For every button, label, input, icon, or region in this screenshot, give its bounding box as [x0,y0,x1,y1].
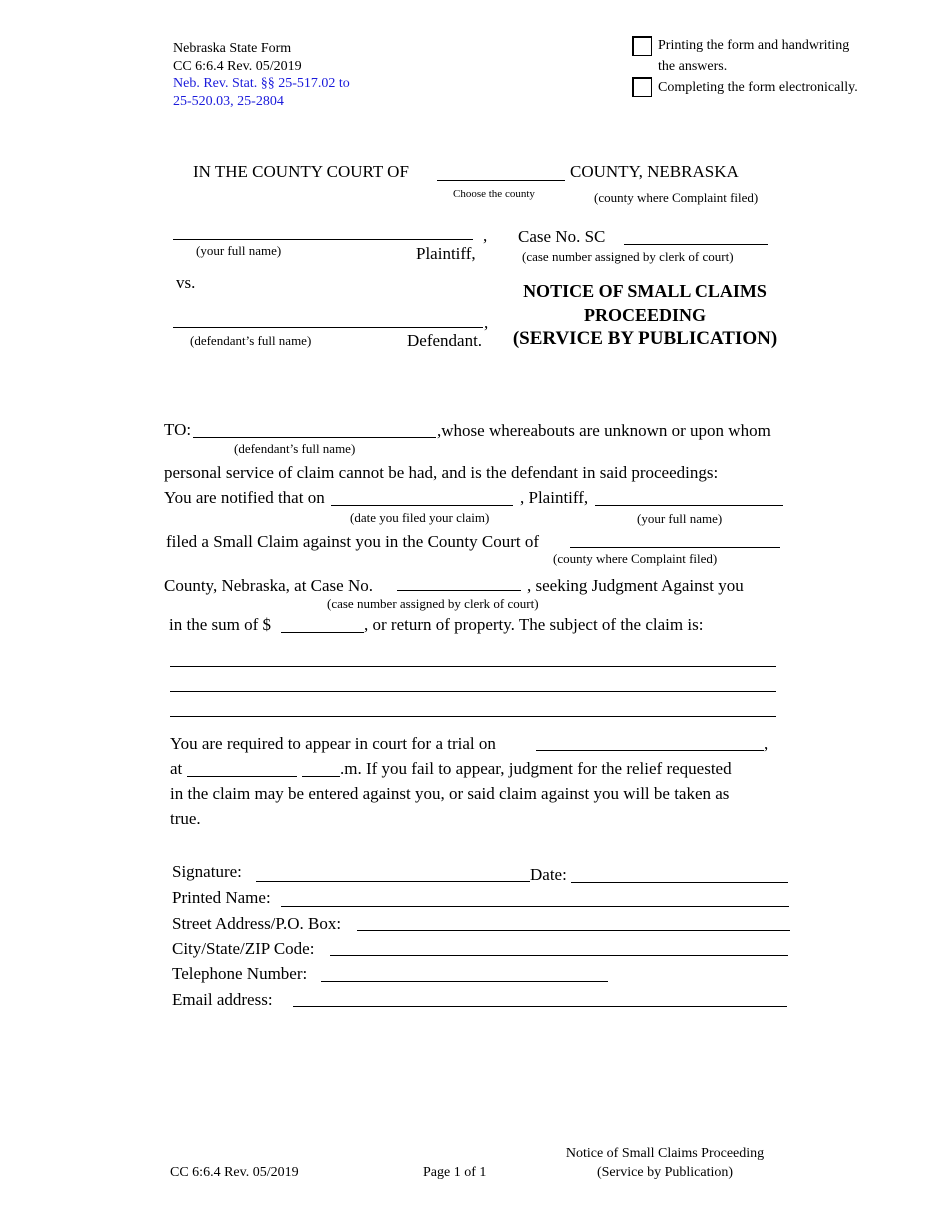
complete-electronically-label: Completing the form electronically. [658,80,858,95]
footer-form-number: CC 6:6.4 Rev. 05/2019 [170,1165,299,1180]
print-handwrite-checkbox[interactable] [632,36,652,56]
footer-page-number: Page 1 of 1 [423,1165,487,1180]
printed-name-field[interactable] [281,906,789,907]
signature-date-field[interactable] [571,882,788,883]
notified-prefix: You are notified that on [164,488,325,507]
claim-subject-line-1[interactable] [170,666,776,667]
defendant-comma: , [484,313,489,332]
date-label: Date: [530,865,567,884]
consequence-line3: true. [170,809,201,828]
county-select-hint: Choose the county [453,188,535,200]
signature-label: Signature: [172,862,242,881]
versus-label: vs. [176,273,196,292]
to-defendant-field[interactable] [193,437,436,438]
court-county-caption: (county where Complaint filed) [553,551,718,566]
footer-doc-title-line2: (Service by Publication) [596,1165,734,1180]
trial-ampm-field[interactable] [302,776,340,777]
case-number-caption: (case number assigned by clerk of court) [522,249,734,264]
plaintiff-comma: , [483,226,488,245]
notified-plaintiff-name-caption: (your full name) [637,511,723,526]
plaintiff-name-caption: (your full name) [196,243,282,258]
county-caption: (county where Complaint filed) [594,190,759,205]
form-number: CC 6:6.4 Rev. 05/2019 [173,59,302,74]
case-number-label: Case No. SC [518,227,606,246]
document-title-line1: NOTICE OF SMALL CLAIMS [523,281,767,301]
defendant-label: Defendant. [407,331,483,350]
court-county-field[interactable] [570,547,780,548]
notice-line2: personal service of claim cannot be had, and is the defendant in said proceedings: [164,463,719,482]
case-number-field[interactable] [624,244,768,245]
claim-subject-line-3[interactable] [170,716,776,717]
seeking-text: , seeking Judgment Against you [527,576,744,595]
telephone-label: Telephone Number: [172,964,308,983]
print-handwrite-label-line2: the answers. [658,59,728,74]
trial-time-field[interactable] [187,776,297,777]
statute-reference-line2: 25-520.03, 25-2804 [173,94,284,109]
form-name: Nebraska State Form [173,41,292,56]
county-case-prefix: County, Nebraska, at Case No. [164,576,373,595]
address-label: Street Address/P.O. Box: [172,914,342,933]
city-state-zip-label: City/State/ZIP Code: [172,939,315,958]
telephone-field[interactable] [321,981,608,982]
to-suffix: ,whose whereabouts are unknown or upon whom [437,421,771,440]
defendant-name-field[interactable] [173,327,483,328]
to-label: TO: [164,420,192,439]
trial-date-field[interactable] [536,750,764,751]
notice-case-number-caption: (case number assigned by clerk of court) [327,596,539,611]
email-label: Email address: [172,990,273,1009]
at-label: at [170,759,183,778]
claim-subject-line-2[interactable] [170,691,776,692]
consequence-line2: in the claim may be entered against you, or said claim against you will be taken as [170,784,730,803]
appear-text: You are required to appear in court for a trial on [170,734,496,753]
city-state-zip-field[interactable] [330,955,788,956]
filed-date-caption: (date you filed your claim) [350,510,490,525]
plaintiff-label: Plaintiff, [416,244,476,263]
plaintiff-name-field[interactable] [173,239,473,240]
appear-comma: , [764,734,769,753]
plaintiff-mid: , Plaintiff, [520,488,589,507]
to-defendant-caption: (defendant’s full name) [234,441,356,456]
filed-text: filed a Small Claim against you in the County Court of [166,532,540,551]
signature-field[interactable] [256,881,530,882]
address-field[interactable] [357,930,790,931]
document-title-line3: (SERVICE BY PUBLICATION) [512,328,778,349]
document-title-line2: PROCEEDING [583,305,706,325]
notice-case-number-field[interactable] [397,590,521,591]
print-handwrite-label-line1: Printing the form and handwriting [658,38,850,53]
sum-prefix: in the sum of $ [169,615,271,634]
footer-doc-title-line1: Notice of Small Claims Proceeding [565,1146,765,1161]
court-heading-suffix: COUNTY, NEBRASKA [570,162,739,181]
consequence-line1: .m. If you fail to appear, judgment for the relief requested [340,759,732,778]
sum-suffix: , or return of property. The subject of the claim is: [364,615,704,634]
statute-reference-line1: Neb. Rev. Stat. §§ 25-517.02 to [173,76,350,91]
email-field[interactable] [293,1006,787,1007]
notified-plaintiff-name-field[interactable] [595,505,783,506]
printed-name-label: Printed Name: [172,888,271,907]
county-select-line[interactable] [437,180,565,181]
complete-electronically-checkbox[interactable] [632,77,652,97]
filed-date-field[interactable] [331,505,513,506]
defendant-name-caption: (defendant’s full name) [190,333,312,348]
sum-amount-field[interactable] [281,632,364,633]
court-heading-prefix: IN THE COUNTY COURT OF [193,162,409,181]
